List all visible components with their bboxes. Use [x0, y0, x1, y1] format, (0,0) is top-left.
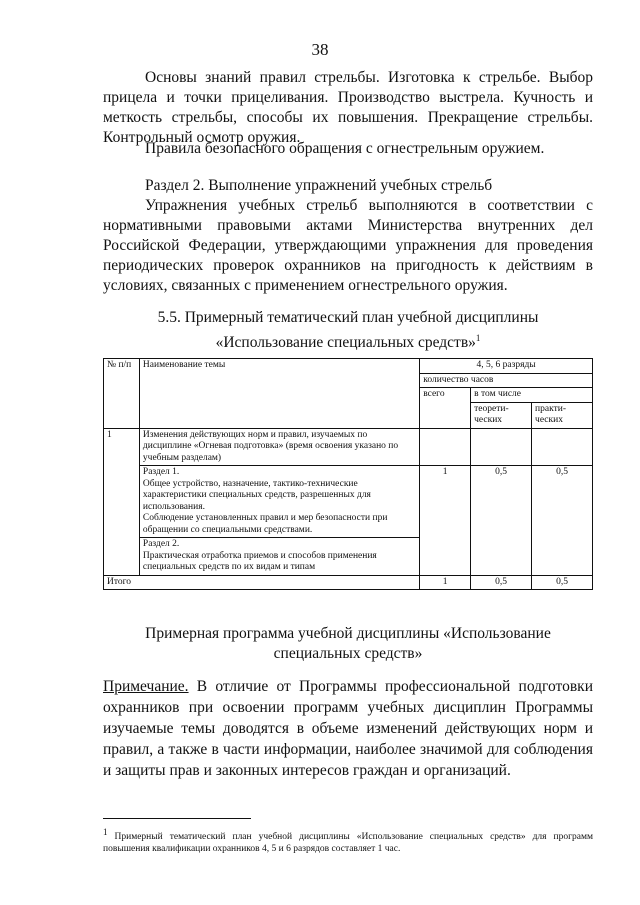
table-row — [104, 428, 593, 466]
footnote — [103, 826, 593, 855]
header-practice: практи-ческих — [532, 402, 593, 428]
header-including: в том числе — [471, 388, 593, 403]
paragraph-shooting-basics: Основы знаний правил стрельбы. Изготовка к стрельбе. Выбор прицела и точки прицеливания. Производство выстрела. Кучность и меткость стрельбы, способы их повышения. Прекращение стрельбы. Контрольный осмотр оружия. — [103, 69, 593, 146]
program-heading-line1: Примерная программа учебной дисциплины «Использование — [145, 625, 551, 642]
row1-empty-practice — [532, 428, 593, 466]
header-total: всего — [420, 388, 471, 429]
row1-practice: 0,5 — [532, 466, 593, 576]
row1-theory: 0,5 — [471, 466, 532, 576]
header-topic-name: Наименование темы — [139, 359, 419, 429]
paragraph-safe-handling: Правила безопасного обращения с огнестрельным оружием. — [145, 140, 545, 157]
section-2-title: Раздел 2. Выполнение упражнений учебных стрельб — [145, 177, 493, 194]
total-label: Итого — [104, 575, 420, 590]
row1-empty-theory — [471, 428, 532, 466]
total-theory: 0,5 — [471, 575, 532, 590]
plan-heading-line2 — [103, 328, 593, 353]
plan-heading-line2-text: «Использование специальных средств» — [215, 334, 476, 352]
footnote-text: Примерный тематический план учебной дисциплины «Использование специальных средств» для программ повышения квалификации охранников 4, 5 и 6 разрядов составляет 1 час. — [103, 832, 593, 855]
note-paragraph — [103, 676, 593, 781]
row1-total: 1 — [420, 466, 471, 576]
table-row — [104, 466, 593, 538]
row1-empty-total — [420, 428, 471, 466]
section1-text2: Соблюдение установленных правил и мер безопасности при обращении со специальными средствами. — [142, 513, 388, 535]
program-heading-line2: специальных средств» — [273, 645, 423, 662]
header-hours: количество часов — [420, 373, 593, 388]
section1-text: Общее устройство, назначение, тактико-технические характеристики специальных средств, разрешенных для использования. — [142, 478, 371, 512]
thematic-plan-table — [103, 358, 593, 590]
section2-title: Раздел 2. — [142, 539, 180, 549]
header-number: № п/п — [104, 359, 140, 429]
section1-title: Раздел 1. — [142, 467, 180, 477]
total-practice: 0,5 — [532, 575, 593, 590]
page-number: 38 — [311, 40, 329, 59]
table-total-row — [104, 575, 593, 590]
header-theory: теорети-ческих — [471, 402, 532, 428]
total-total: 1 — [420, 575, 471, 590]
row1-section2 — [139, 538, 419, 576]
row1-topic-changes: Изменения действующих норм и правил, изучаемых по дисциплине «Огневая подготовка» (время освоения указано по учебным разделам) — [139, 428, 419, 466]
paragraph-exercises: Упражнения учебных стрельб выполняются в соответствии с нормативными правовыми актами Министерства внутренних дел Российской Федерации, утверждающими упражнения для проведения периодических проверок охранников на пригодность к действиям в условиях, связанных с применением огнестрельного оружия. — [103, 197, 593, 294]
footnote-divider — [103, 818, 251, 819]
table-header-row-1 — [104, 359, 593, 374]
footnote-mark: 1 — [475, 333, 481, 343]
plan-heading-line1: 5.5. Примерный тематический план учебной дисциплины — [157, 309, 539, 326]
header-grades: 4, 5, 6 разряды — [420, 359, 593, 374]
row1-number: 1 — [104, 428, 140, 575]
section2-text: Практическая отработка приемов и способов применения специальных средств по их видам и типам — [142, 550, 377, 572]
note-label: Примечание. — [103, 678, 189, 695]
plan-heading — [103, 308, 593, 353]
program-heading — [103, 624, 593, 664]
row1-section1 — [139, 466, 419, 538]
note-text: В отличие от Программы профессиональной подготовки охранников при освоении программ учебных дисциплин Программы изучаемые темы доводятся в объеме изменений действующих норм и правил, а также в части информации, наиболее значимой для соблюдения и защиты прав и законных интересов граждан и организаций. — [103, 678, 593, 779]
footnote-number: 1 — [103, 827, 108, 837]
